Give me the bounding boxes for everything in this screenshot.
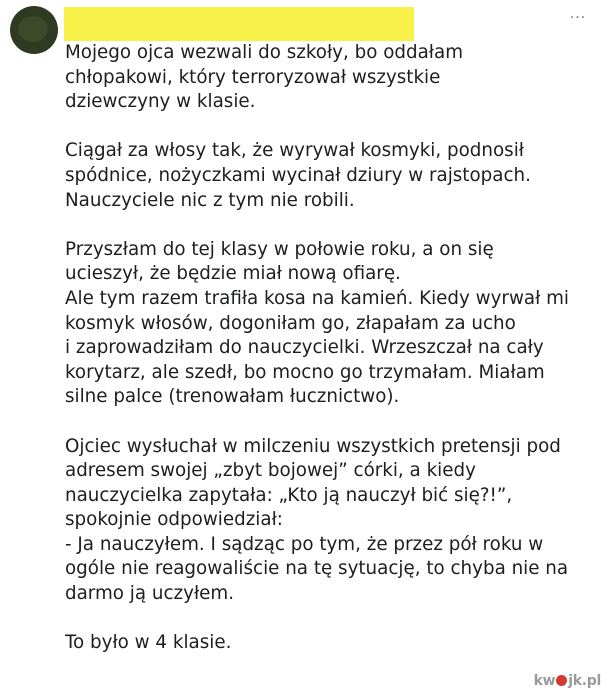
post-paragraph [65, 631, 603, 656]
author-name-redacted [64, 7, 414, 41]
post-text-line: Ale tym razem trafiła kosa na kamień. Kiedy wyrwał mi [65, 287, 569, 309]
post-paragraph [65, 238, 603, 410]
post-text-line: i zaprowadziłam do nauczycielki. Wrzeszczał na cały [65, 337, 544, 359]
post-text-line: - Ja nauczyłem. I sądząc po tym, że przez pół roku w [65, 533, 544, 555]
author-avatar[interactable] [10, 6, 58, 54]
more-options-icon[interactable]: ··· [569, 10, 587, 26]
post-text-line: korytarz, ale szedł, bo mocno go trzymałam. Miałam [65, 361, 545, 383]
post-text-line: ucieszył, że będzie miał nową ofiarę. [65, 263, 401, 285]
kwejk-watermark [534, 673, 601, 689]
watermark-text-end: jk.pl [568, 673, 601, 689]
post-text-line: spokojnie odpowiedział: [65, 509, 283, 531]
post-text-line: chłopakowi, który terroryzował wszystkie [65, 66, 441, 88]
post-text-line: ogóle nie reagowaliście na tę sytuację, to chyba nie na [65, 558, 569, 580]
post-text-line: Mojego ojca wezwali do szkoły, bo oddałam [65, 42, 464, 63]
post-text-line: To było w 4 klasie. [65, 632, 232, 654]
post-text-line: silne palce (trenowałam łucznictwo). [65, 386, 400, 408]
post-paragraph [65, 139, 603, 213]
post-text-line: dziewczyny w klasie. [65, 91, 256, 113]
post-paragraph [65, 435, 603, 607]
post-text-line: nauczycielka zapytała: „Kto ją nauczył bić się?!”, [65, 484, 513, 506]
post-text-line: adresem swojej „zbyt bojowej” córki, a kiedy [65, 460, 476, 482]
watermark-logo-icon [556, 675, 567, 686]
post-paragraph [65, 41, 603, 115]
post-text-line: kosmyk włosów, dogoniłam go, złapałam za ucho [65, 312, 516, 334]
post-text-line: Ciągał za włosy tak, że wyrywał kosmyki, podnosił [65, 140, 524, 162]
post-text-line: Nauczyciele nic z tym nie robili. [65, 189, 355, 211]
post-text-line: spódnice, nożyczkami wycinał dziury w rajstopach. [65, 164, 531, 186]
post-text-line: darmo ją uczyłem. [65, 583, 235, 605]
watermark-text-start: kw [533, 673, 556, 689]
post-text-line: Przyszłam do tej klasy w połowie roku, a on się [65, 238, 494, 260]
post-text [65, 41, 603, 680]
post-text-line: Ojciec wysłuchał w milczeniu wszystkich pretensji pod [65, 435, 561, 457]
